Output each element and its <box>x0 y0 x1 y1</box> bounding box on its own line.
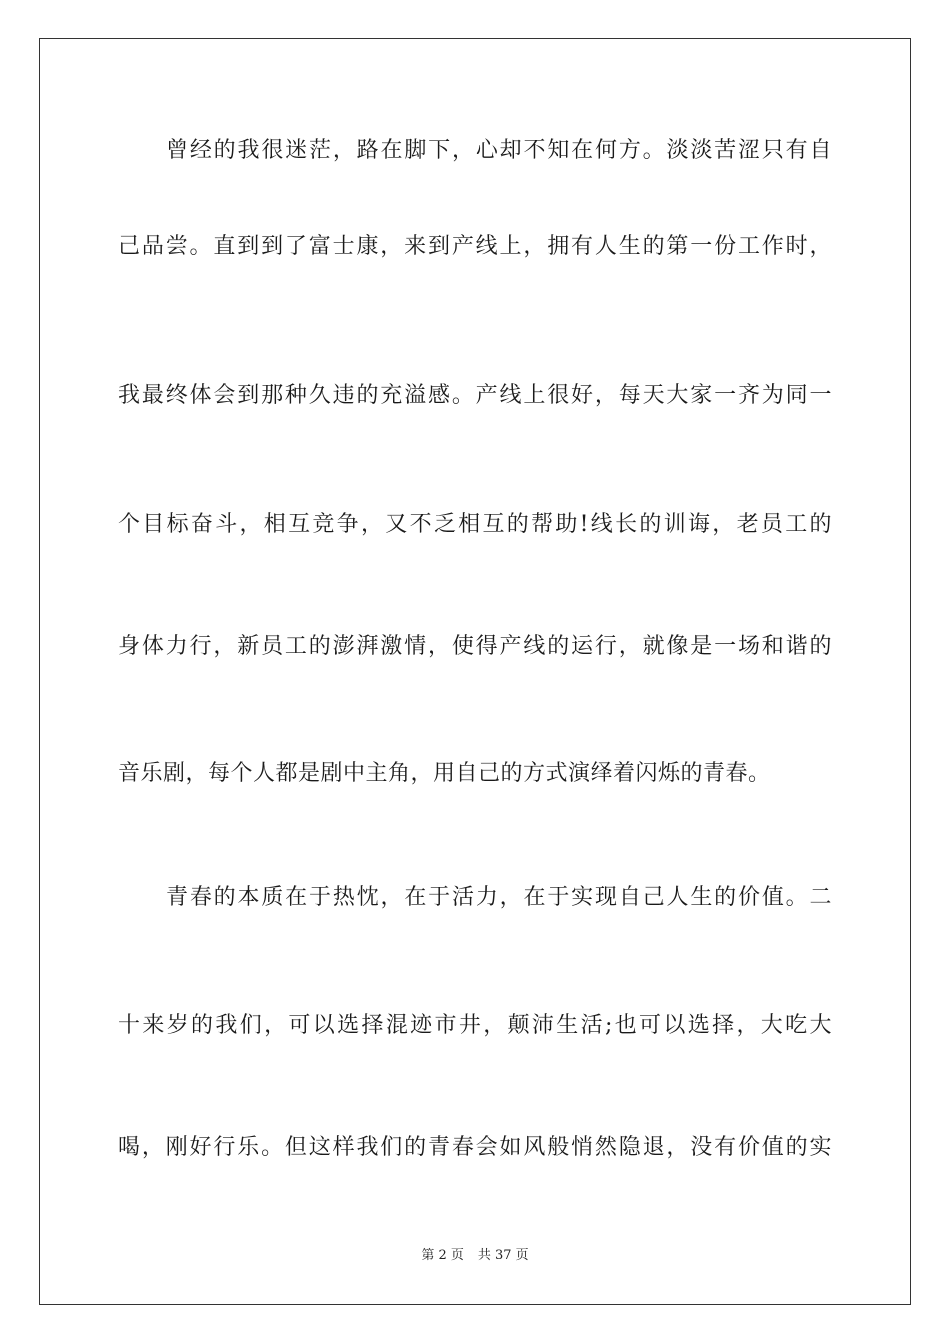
paragraph-1-line-3: 我最终体会到那种久违的充溢感。产线上很好，每天大家一齐为同一 <box>118 383 832 408</box>
paragraph-1-line-6: 音乐剧，每个人都是剧中主角，用自己的方式演绎着闪烁的青春。 <box>118 761 771 786</box>
paragraph-2-line-3: 喝，刚好行乐。但这样我们的青春会如风般悄然隐退，没有价值的实 <box>118 1135 832 1160</box>
page-border <box>39 38 911 1305</box>
paragraph-1-line-4: 个目标奋斗，相互竞争，又不乏相互的帮助!线长的训诲，老员工的 <box>118 512 832 537</box>
paragraph-2-line-1: 青春的本质在于热忱，在于活力，在于实现自己人生的价值。二 <box>166 885 832 910</box>
paragraph-2-line-2: 十来岁的我们，可以选择混迹市井，颠沛生活;也可以选择，大吃大 <box>118 1013 832 1038</box>
page-footer <box>0 1247 950 1265</box>
total-pages: 共 37 页 <box>477 1248 529 1263</box>
page-number: 第 2 页 <box>421 1248 464 1263</box>
paragraph-1-line-1: 曾经的我很迷茫，路在脚下，心却不知在何方。淡淡苦涩只有自 <box>166 138 832 163</box>
paragraph-1-line-5: 身体力行，新员工的澎湃激情，使得产线的运行，就像是一场和谐的 <box>118 634 832 659</box>
paragraph-1-line-2: 己品尝。直到到了富士康，来到产线上，拥有人生的第一份工作时， <box>118 234 832 259</box>
